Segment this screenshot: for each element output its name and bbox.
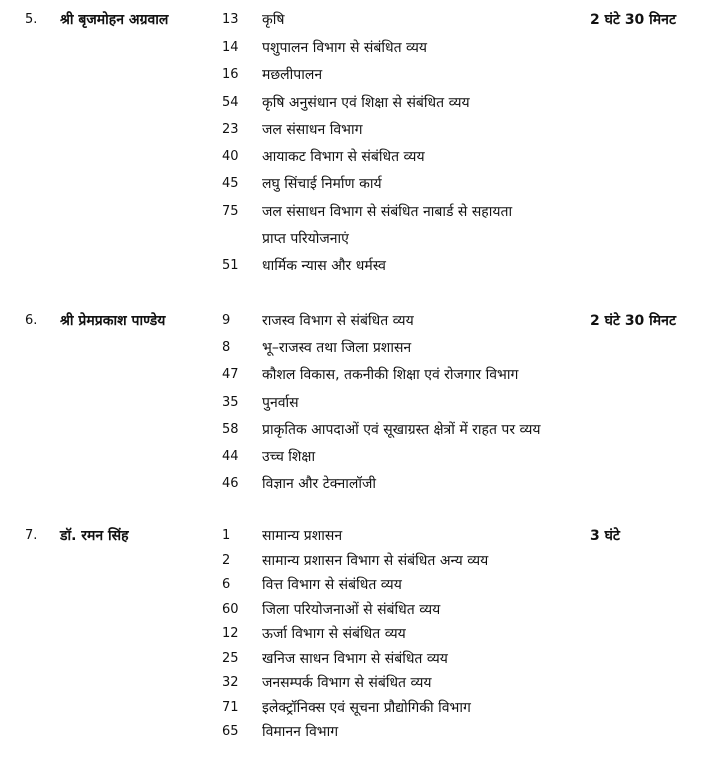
demand-number: 58 — [222, 422, 239, 437]
allotted-time: 2 घंटे 30 मिनट — [590, 313, 676, 329]
demand-title: उच्च शिक्षा — [262, 449, 316, 465]
demand-title: प्राकृतिक आपदाओं एवं सूखाग्रस्त क्षेत्रों में राहत पर व्यय — [262, 422, 541, 438]
demand-number: 51 — [222, 258, 239, 273]
member-name: श्री बृजमोहन अग्रवाल — [60, 12, 169, 28]
demand-title: वित्त विभाग से संबंधित व्यय — [262, 577, 402, 593]
demand-number: 44 — [222, 449, 239, 464]
demand-number: 45 — [222, 176, 239, 191]
demand-title: जल संसाधन विभाग से संबंधित नाबार्ड से सहायता — [262, 204, 513, 220]
demand-title: कौशल विकास, तकनीकी शिक्षा एवं रोजगार विभाग — [262, 367, 519, 383]
demand-title: ऊर्जा विभाग से संबंधित व्यय — [262, 626, 406, 642]
demand-title: पशुपालन विभाग से संबंधित व्यय — [262, 40, 428, 56]
demand-number: 2 — [222, 553, 231, 568]
demand-title: जिला परियोजनाओं से संबंधित व्यय — [262, 602, 441, 618]
member-serial-number: 6. — [25, 313, 38, 328]
demand-title: सामान्य प्रशासन — [262, 528, 343, 544]
demand-number: 71 — [222, 700, 239, 715]
demand-number: 60 — [222, 602, 239, 617]
demand-number: 32 — [222, 675, 239, 690]
demand-title: जल संसाधन विभाग — [262, 122, 363, 138]
demand-number: 35 — [222, 395, 239, 410]
demand-number: 13 — [222, 12, 239, 27]
demand-number: 14 — [222, 40, 239, 55]
member-name: श्री प्रेमप्रकाश पाण्डेय — [60, 313, 166, 329]
demand-number: 9 — [222, 313, 231, 328]
demand-title: विज्ञान और टेक्नालॉजी — [262, 476, 376, 492]
demand-number: 54 — [222, 95, 239, 110]
member-serial-number: 5. — [25, 12, 38, 27]
demand-title: खनिज साधन विभाग से संबंधित व्यय — [262, 651, 448, 667]
demand-title: कृषि — [262, 12, 285, 28]
demand-title: कृषि अनुसंधान एवं शिक्षा से संबंधित व्यय — [262, 95, 470, 111]
demand-number: 23 — [222, 122, 239, 137]
demand-title: जनसम्पर्क विभाग से संबंधित व्यय — [262, 675, 432, 691]
demand-title: प्राप्त परियोजनाएं — [262, 231, 349, 247]
member-name: डॉ. रमन सिंह — [60, 528, 129, 544]
demand-number: 16 — [222, 67, 239, 82]
demand-title: मछलीपालन — [262, 67, 323, 83]
demand-title: लघु सिंचाई निर्माण कार्य — [262, 176, 382, 192]
demand-title: पुनर्वास — [262, 395, 299, 411]
demand-title: सामान्य प्रशासन विभाग से संबंधित अन्य व्यय — [262, 553, 489, 569]
demand-number: 6 — [222, 577, 231, 592]
demand-title: विमानन विभाग — [262, 724, 339, 740]
allotted-time: 3 घंटे — [590, 528, 620, 544]
allotted-time: 2 घंटे 30 मिनट — [590, 12, 676, 28]
demand-title: आयाकट विभाग से संबंधित व्यय — [262, 149, 425, 165]
demand-number: 25 — [222, 651, 239, 666]
demand-title: धार्मिक न्यास और धर्मस्व — [262, 258, 386, 274]
demand-number: 12 — [222, 626, 239, 641]
demand-title: भू–राजस्व तथा जिला प्रशासन — [262, 340, 412, 356]
demand-number: 75 — [222, 204, 239, 219]
demand-number: 46 — [222, 476, 239, 491]
member-serial-number: 7. — [25, 528, 38, 543]
demand-number: 1 — [222, 528, 231, 543]
demand-title: इलेक्ट्रॉनिक्स एवं सूचना प्रौद्योगिकी विभाग — [262, 700, 471, 716]
demand-number: 47 — [222, 367, 239, 382]
demand-number: 40 — [222, 149, 239, 164]
demand-number: 65 — [222, 724, 239, 739]
demand-number: 8 — [222, 340, 231, 355]
demand-title: राजस्व विभाग से संबंधित व्यय — [262, 313, 414, 329]
